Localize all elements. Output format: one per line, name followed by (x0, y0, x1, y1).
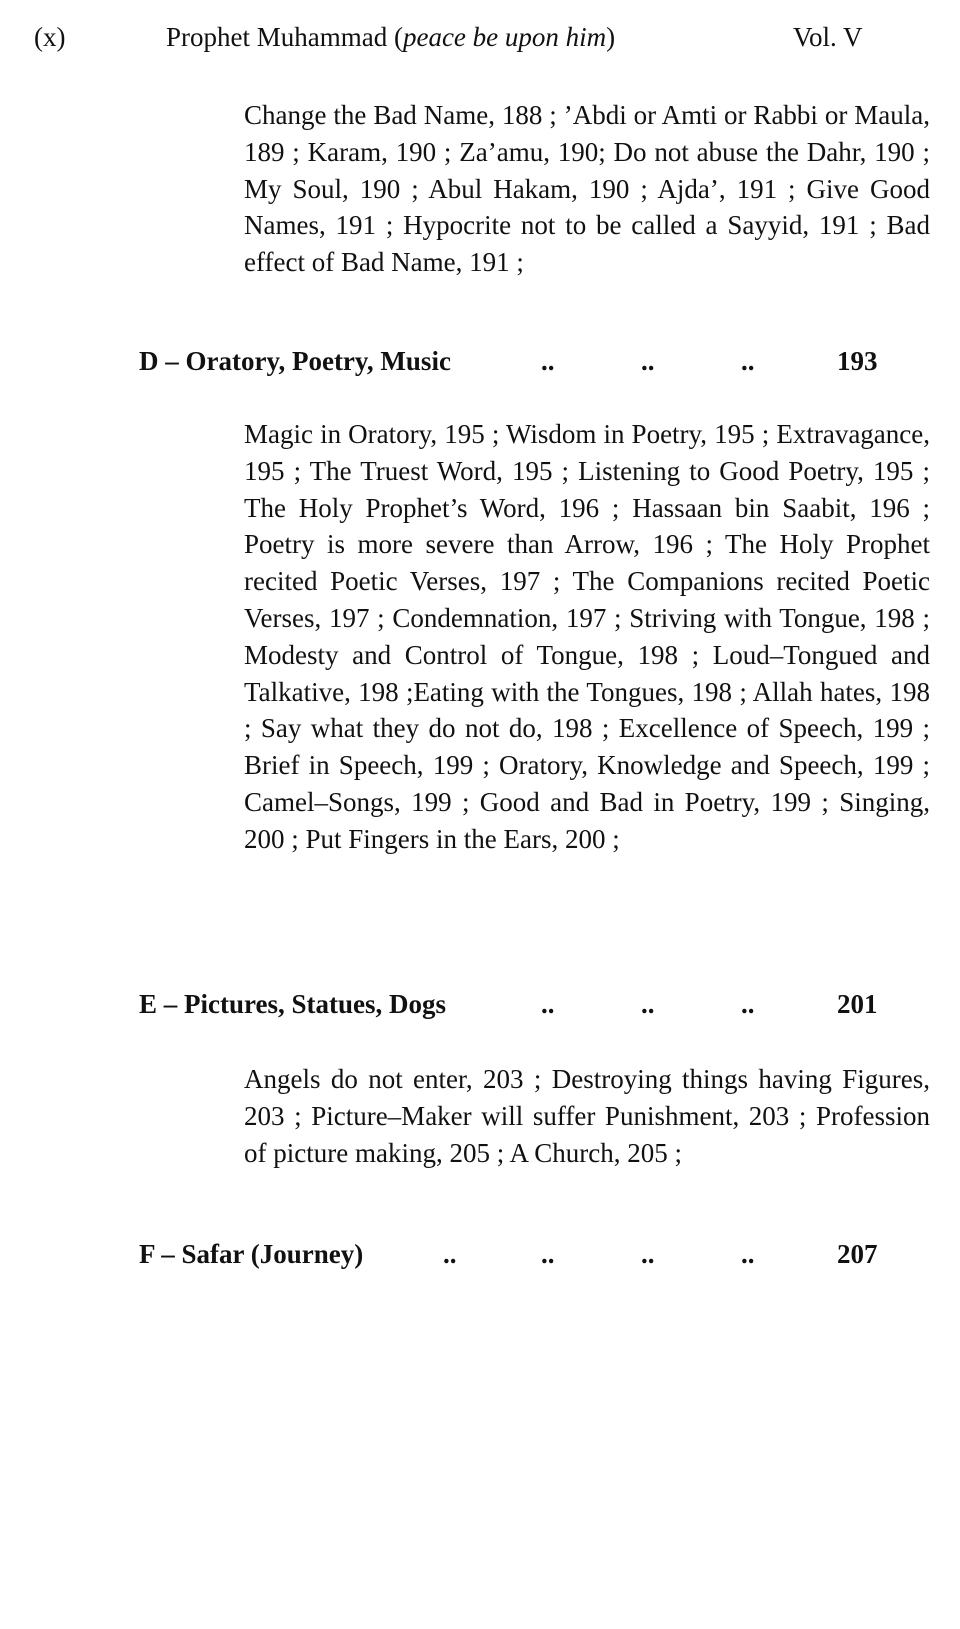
section-heading-e[interactable] (139, 989, 899, 1029)
section-page-number: 193 (837, 346, 878, 376)
leader-dots: .. (741, 346, 755, 376)
book-title-suffix: ) (606, 22, 616, 52)
section-title: F – Safar (Journey) (139, 1239, 364, 1269)
section-title: E – Pictures, Statues, Dogs (139, 989, 446, 1019)
leader-dots: .. (541, 1239, 555, 1269)
section-heading-d[interactable] (139, 346, 899, 386)
section-page-number: 207 (837, 1239, 878, 1269)
running-header (0, 22, 960, 62)
leader-dots: .. (641, 989, 655, 1019)
leader-dots: .. (443, 1239, 457, 1269)
leader-dots: .. (741, 1239, 755, 1269)
section-e-entries: Angels do not enter, 203 ; Destroying things having Figures, 203 ; Picture–Maker will suffer Punishment, 203 ; Profession of picture making, 205 ; A Church, 205 ; (244, 1064, 930, 1168)
leader-dots: .. (641, 1239, 655, 1269)
book-title-prefix: Prophet Muhammad ( (166, 22, 403, 52)
leader-dots: .. (641, 346, 655, 376)
section-d-entries: Magic in Oratory, 195 ; Wisdom in Poetry, 195 ; Extravagance, 195 ; The Truest Word, 195 ; Listening to Good Poetry, 195 ; The Holy Prophet’s Word, 196 ; Hassaan bin Saabit, 196 ; Poetry is more severe than Arrow, 196 ; The Holy Prophet recited Poetic Verses, 197 ; The Companions recited Poetic Verses, 197 ; Condemnation, 197 ; Striving with Tongue, 198 ; Modesty and Control of Tongue, 198 ; Loud–Tongued and Talkative, 198 ;Eating with the Tongues, 198 ; Allah hates, 198 ; Say what they do not do, 198 ; Excellence of Speech, 199 ; Brief in Speech, 199 ; Oratory, Knowledge and Speech, 199 ; Camel–Songs, 199 ; Good and Bad in Poetry, 199 ; Singing, 200 ; Put Fingers in the Ears, 200 ; (244, 419, 930, 854)
continued-entries-paragraph: Change the Bad Name, 188 ; ’Abdi or Amti or Rabbi or Maula, 189 ; Karam, 190 ; Za’amu, 190; Do not abuse the Dahr, 190 ; My Soul, 190 ; Abul Hakam, 190 ; Ajda’, 191 ; Give Good Names, 191 ; Hypocrite not to be called a Sayyid, 191 ; Bad effect of Bad Name, 191 ; (244, 100, 930, 278)
book-title-honorific: peace be upon him (402, 22, 607, 52)
leader-dots: .. (741, 989, 755, 1019)
leader-dots: .. (541, 989, 555, 1019)
page-number-label: (x) (34, 22, 66, 52)
section-heading-f[interactable] (139, 1239, 899, 1279)
section-page-number: 201 (837, 989, 878, 1019)
volume-label: Vol. V (793, 22, 863, 52)
leader-dots: .. (541, 346, 555, 376)
section-title: D – Oratory, Poetry, Music (139, 346, 451, 376)
book-title (166, 22, 615, 53)
